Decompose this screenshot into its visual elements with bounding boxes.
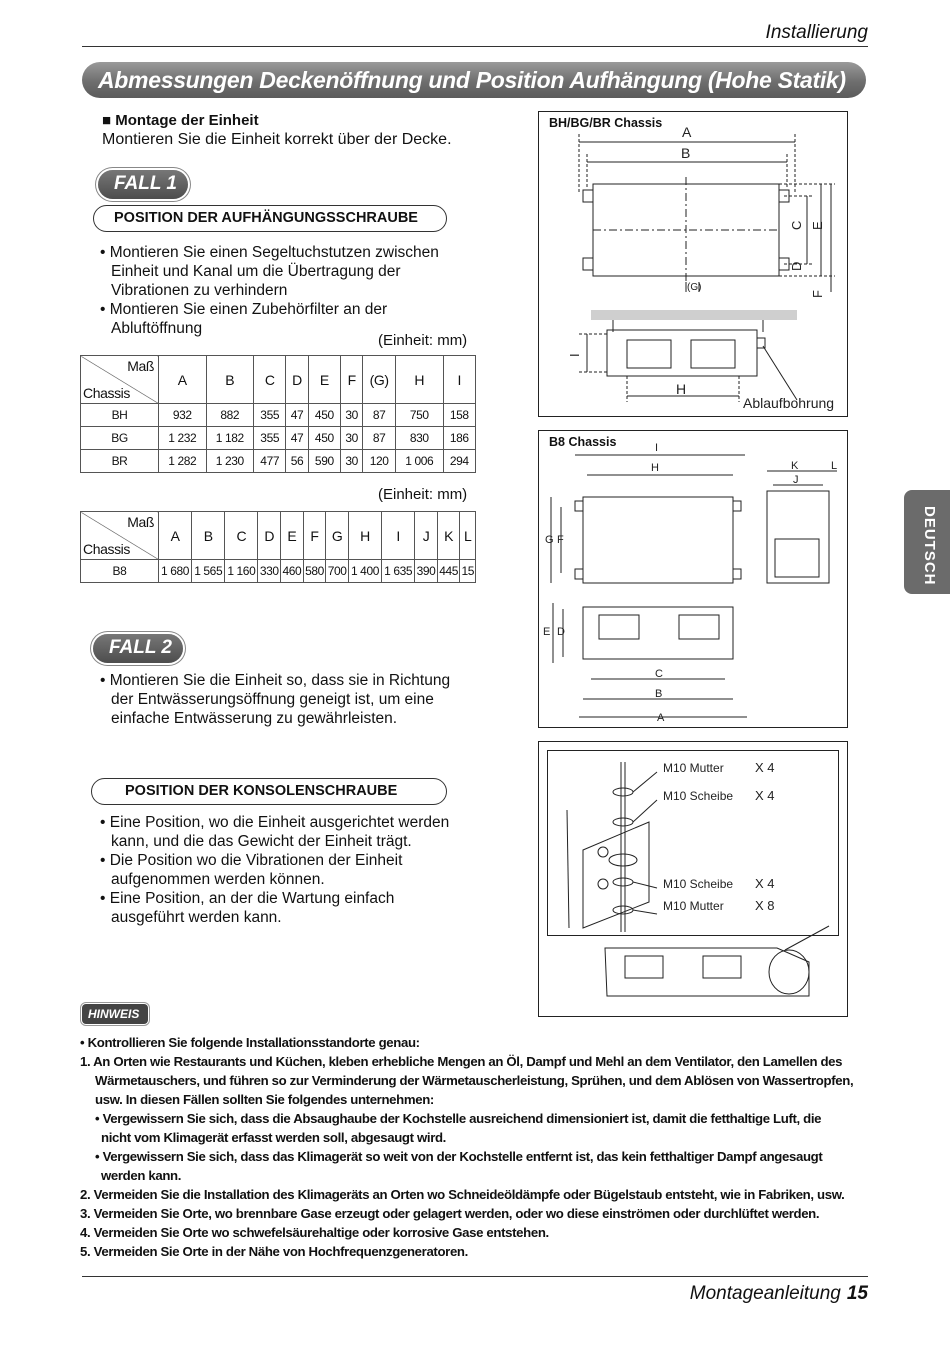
table-cell: BH — [81, 404, 159, 427]
table1-col-header: B — [206, 356, 254, 404]
figure-bh-bg-br-chassis — [538, 111, 848, 417]
table-cell: 47 — [286, 427, 308, 450]
note-line: 5. Vermeiden Sie Orte in der Nähe von Hochfrequenzgeneratoren. — [80, 1244, 468, 1259]
table-cell: 30 — [341, 404, 363, 427]
table-cell: 1 565 — [192, 560, 225, 583]
note-line: werden kann. — [101, 1168, 182, 1183]
table2-col-header: B — [192, 512, 225, 560]
table-cell: 56 — [286, 450, 308, 473]
table-cell: B8 — [81, 560, 159, 583]
dim-letter: I — [567, 353, 582, 357]
table-cell: 87 — [363, 404, 396, 427]
table2-col-header: C — [225, 512, 258, 560]
table-cell: 580 — [303, 560, 326, 583]
part-qty: X 8 — [755, 898, 775, 913]
fall1-badge: FALL 1 — [98, 170, 188, 199]
table1-col-header: F — [341, 356, 363, 404]
table-row — [81, 560, 476, 583]
table-cell: 1 232 — [159, 427, 207, 450]
table2-col-header: D — [258, 512, 281, 560]
table-cell: 1 230 — [206, 450, 254, 473]
table-cell: 355 — [254, 427, 286, 450]
page-title: Abmessungen Deckenöffnung und Position Aufhängung (Hohe Statik) — [82, 62, 866, 98]
table-cell: 1 400 — [348, 560, 381, 583]
note-badge: HINWEIS — [82, 1004, 148, 1024]
dim-letter: C — [789, 220, 804, 230]
table-cell: 1 635 — [382, 560, 415, 583]
table2-col-header: J — [415, 512, 438, 560]
chassis-drawing — [539, 431, 846, 726]
dim-letter: E — [810, 221, 825, 230]
konsole-bullet-3: • Eine Position, an der die Wartung einfach ausgeführt werden kann. — [100, 889, 470, 927]
konsole-bullet-1: • Eine Position, wo die Einheit ausgerichtet werden kann, und die das Gewicht der Einheit trägt. — [100, 813, 470, 851]
part-name: M10 Mutter — [663, 761, 724, 775]
table1-col-header: (G) — [363, 356, 396, 404]
table1-col-header: I — [443, 356, 476, 404]
dimension-table-b8 — [80, 511, 476, 583]
part-qty: X 4 — [755, 788, 775, 803]
dim-letter: D — [557, 626, 565, 638]
figure-label: B8 Chassis — [549, 435, 617, 449]
table-cell: 30 — [341, 427, 363, 450]
dim-letter: L — [831, 460, 838, 472]
note-line: 1. An Orten wie Restaurants und Küchen, kleben erhebliche Mengen an Öl, Dampf und Mehl an dem Ventilator, den Lamellen des — [80, 1054, 843, 1069]
dim-letter: B — [655, 688, 663, 700]
fall2-badge: FALL 2 — [93, 634, 183, 663]
part-name: M10 Scheibe — [663, 877, 734, 891]
table2-col-header: K — [437, 512, 460, 560]
table-cell: 830 — [396, 427, 444, 450]
table-cell: 120 — [363, 450, 396, 473]
ceiling-strip — [591, 310, 797, 320]
table-cell: 1 282 — [159, 450, 207, 473]
table-cell: 477 — [254, 450, 286, 473]
montage-text: Montieren Sie die Einheit korrekt über der Decke. — [102, 131, 452, 148]
table2-col-header: H — [348, 512, 381, 560]
table-cell: 390 — [415, 560, 438, 583]
table-cell: 932 — [159, 404, 207, 427]
dim-letter: A — [682, 124, 692, 140]
section-title: Installierung — [765, 22, 868, 43]
part-name: M10 Mutter — [663, 899, 724, 913]
table1-unit: (Einheit: mm) — [378, 332, 468, 349]
dim-letter: E — [543, 626, 551, 638]
table-cell: 330 — [258, 560, 281, 583]
figure-label: BH/BG/BR Chassis — [549, 116, 663, 130]
fall2-bullet-1: • Montieren Sie die Einheit so, dass sie in Richtung der Entwässerungsöffnung geneigt ist, um eine einfache Entwässerung zu gewährleisten. — [100, 671, 470, 728]
page-number: 15 — [846, 1283, 868, 1304]
table-cell: 450 — [308, 427, 340, 450]
table-cell: 460 — [281, 560, 304, 583]
dim-letter: (G) — [687, 282, 702, 293]
footer-rule — [82, 1276, 868, 1277]
note-line: Wärmetauschers, und führen so zur Verminderung der Wärmetauscherleistung, Sprühen, und dem Ablösen von Wassertropfen, — [95, 1073, 854, 1088]
table-cell: 158 — [443, 404, 476, 427]
table-cell: 294 — [443, 450, 476, 473]
dim-letter: B — [681, 145, 691, 161]
dim-letter: I — [655, 442, 659, 454]
note-line: 3. Vermeiden Sie Orte, wo brennbare Gase erzeugt oder gelagert werden, oder wo diese einströmen oder durchlüftet werden. — [80, 1206, 820, 1221]
table1-col-header: C — [254, 356, 286, 404]
table-cell: 47 — [286, 404, 308, 427]
table2-unit: (Einheit: mm) — [378, 486, 468, 503]
konsole-bullet-2: • Die Position wo die Vibrationen der Einheit aufgenommen werden können. — [100, 851, 470, 889]
table-cell: BR — [81, 450, 159, 473]
footer-title: Montageanleitung — [689, 1283, 841, 1304]
fall1-bullet-1: • Montieren Sie einen Segeltuchstutzen zwischen Einheit und Kanal um die Übertragung der Vibrationen zu verhindern — [100, 243, 470, 300]
drain-label: Ablaufbohrung — [743, 395, 835, 411]
dim-letter: F — [810, 290, 825, 298]
table-cell: 1 006 — [396, 450, 444, 473]
note-line: • Vergewissern Sie sich, dass das Klimagerät so weit von der Kochstelle entfernt ist, das kein fetthaltiger Dampf angesaugt — [95, 1149, 823, 1164]
table-cell: 1 680 — [159, 560, 192, 583]
figure-b8-chassis — [538, 430, 848, 728]
table1-col-header: D — [286, 356, 308, 404]
language-tab: DEUTSCH — [904, 490, 950, 594]
dimension-table-bh-bg-br — [80, 355, 476, 473]
konsole-section-heading: POSITION DER KONSOLENSCHRAUBE — [91, 778, 447, 805]
header-rule — [82, 46, 868, 47]
table2-col-header: A — [159, 512, 192, 560]
figure-hanger-bracket — [538, 741, 848, 1017]
dim-letter: K — [791, 460, 799, 472]
note-line: • Vergewissern Sie sich, dass die Absaughaube der Kochstelle ausreichend dimensioniert ist, damit die fetthaltige Luft, die — [95, 1111, 822, 1126]
table-cell: 445 — [437, 560, 460, 583]
table-cell: 186 — [443, 427, 476, 450]
table2-col-header: I — [382, 512, 415, 560]
note-line: 4. Vermeiden Sie Orte wo schwefelsäurehaltige oder korrosive Gase entstehen. — [80, 1225, 549, 1240]
fall1-bullet-2: • Montieren Sie einen Zubehörfilter an der Abluftöffnung — [100, 300, 470, 338]
bracket-drawing — [539, 742, 846, 1015]
table-row — [81, 404, 476, 427]
table-cell: 1 160 — [225, 560, 258, 583]
table1-col-header: E — [308, 356, 340, 404]
table-cell: 882 — [206, 404, 254, 427]
table-cell: 355 — [254, 404, 286, 427]
part-qty: X 4 — [755, 876, 775, 891]
footer — [690, 1283, 868, 1305]
table-cell: 700 — [326, 560, 349, 583]
table2-col-header: F — [303, 512, 326, 560]
table-cell: 590 — [308, 450, 340, 473]
dim-letter: A — [657, 712, 665, 724]
note-line: usw. In diesen Fällen sollten Sie folgendes unternehmen: — [95, 1092, 434, 1107]
dim-letter: F — [557, 534, 564, 546]
table2-col-header: E — [281, 512, 304, 560]
table2-corner: Maß Chassis — [81, 512, 159, 560]
konsole-bullets — [100, 813, 470, 927]
table-cell: 87 — [363, 427, 396, 450]
table-row — [81, 450, 476, 473]
table1-col-header: H — [396, 356, 444, 404]
montage-heading: ■ Montage der Einheit — [102, 112, 259, 129]
dim-letter: G — [545, 534, 554, 546]
table-cell: BG — [81, 427, 159, 450]
table-cell: 15 — [460, 560, 476, 583]
part-qty: X 4 — [755, 760, 775, 775]
table-row — [81, 427, 476, 450]
chassis-drawing — [539, 112, 846, 415]
dim-letter: H — [676, 381, 687, 397]
dim-letter: C — [655, 668, 663, 680]
dim-letter: J — [793, 474, 799, 486]
table-cell: 1 182 — [206, 427, 254, 450]
fall1-section-heading: POSITION DER AUFHÄNGUNGSSCHRAUBE — [93, 205, 447, 232]
note-line: • Kontrollieren Sie folgende Installationsstandorte genau: — [80, 1035, 420, 1050]
table1-corner: Maß Chassis — [81, 356, 159, 404]
table1-col-header: A — [159, 356, 207, 404]
dim-letter: H — [651, 462, 659, 474]
note-text — [80, 1033, 870, 1261]
table-cell: 30 — [341, 450, 363, 473]
part-name: M10 Scheibe — [663, 789, 734, 803]
dim-letter: D — [789, 261, 804, 271]
note-line: 2. Vermeiden Sie die Installation des Klimageräts an Orten wo Schneideöldämpfe oder Bügelstaub entsteht, wie in Fabriken, usw. — [80, 1187, 845, 1202]
table2-col-header: L — [460, 512, 476, 560]
fall1-bullets — [100, 243, 470, 338]
table-cell: 750 — [396, 404, 444, 427]
fall2-bullets — [100, 671, 470, 728]
table2-col-header: G — [326, 512, 349, 560]
table-cell: 450 — [308, 404, 340, 427]
note-line: nicht vom Klimagerät erfasst werden soll, abgesaugt wird. — [101, 1130, 446, 1145]
